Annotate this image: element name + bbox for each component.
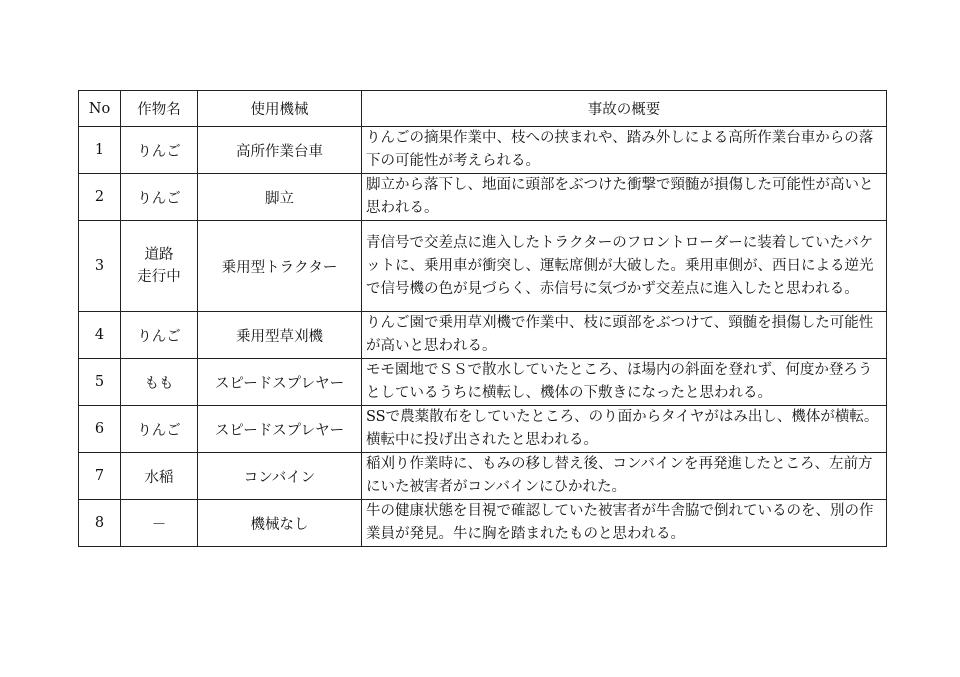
row-no: 6 (79, 406, 121, 453)
row-summary: りんごの摘果作業中、枝への挟まれや、踏み外しによる高所作業台車からの落下の可能性が考えられる。 (362, 127, 887, 174)
row-crop-line: 走行中 (137, 269, 181, 285)
header-crop: 作物名 (121, 91, 198, 127)
row-summary: 牛の健康状態を目視で確認していた被害者が牛舎脇で倒れているのを、別の作業員が発見。牛に胸を踏まれたものと思われる。 (362, 500, 887, 547)
table-header-row (79, 91, 887, 127)
table-row (79, 221, 887, 312)
row-summary: モモ園地でＳＳで散水していたところ、ほ場内の斜面を登れず、何度か登ろうとしているうちに横転し、機体の下敷きになったと思われる。 (362, 359, 887, 406)
row-crop-line: 道路 (144, 247, 174, 263)
row-no: 3 (79, 221, 121, 312)
row-no: 7 (79, 453, 121, 500)
row-summary: 稲刈り作業時に、もみの移し替え後、コンバインを再発進したところ、左前方にいた被害者がコンバインにひかれた。 (362, 453, 887, 500)
row-machine: スピードスプレヤー (198, 406, 362, 453)
row-crop: りんご (121, 312, 198, 359)
row-summary: SSで農薬散布をしていたところ、のり面からタイヤがはみ出し、機体が横転。横転中に投げ出されたと思われる。 (362, 406, 887, 453)
table-row (79, 127, 887, 174)
row-summary: りんご園で乗用草刈機で作業中、枝に頭部をぶつけて、頸髄を損傷した可能性が高いと思われる。 (362, 312, 887, 359)
row-machine: 乗用型トラクター (198, 221, 362, 312)
row-machine: 脚立 (198, 174, 362, 221)
table-row (79, 406, 887, 453)
row-machine: 機械なし (198, 500, 362, 547)
table-row (79, 174, 887, 221)
table-row (79, 453, 887, 500)
row-crop: 水稲 (121, 453, 198, 500)
header-machine: 使用機械 (198, 91, 362, 127)
row-no: 2 (79, 174, 121, 221)
row-machine: 乗用型草刈機 (198, 312, 362, 359)
table-row (79, 500, 887, 547)
row-no: 4 (79, 312, 121, 359)
row-summary: 青信号で交差点に進入したトラクターのフロントローダーに装着していたバケットに、乗用車が衝突し、運転席側が大破した。乗用車側が、西日による逆光で信号機の色が見づらく、赤信号に気づかず交差点に進入したと思われる。 (362, 221, 887, 312)
accident-table (78, 90, 887, 547)
row-crop: りんご (121, 127, 198, 174)
row-summary: 脚立から落下し、地面に頭部をぶつけた衝撃で頸髄が損傷した可能性が高いと思われる。 (362, 174, 887, 221)
row-machine: スピードスプレヤー (198, 359, 362, 406)
row-machine: 高所作業台車 (198, 127, 362, 174)
row-crop (121, 221, 198, 312)
header-no: No (79, 91, 121, 127)
row-crop: りんご (121, 406, 198, 453)
row-no: 5 (79, 359, 121, 406)
table-row (79, 312, 887, 359)
row-crop: もも (121, 359, 198, 406)
row-crop: りんご (121, 174, 198, 221)
header-summary: 事故の概要 (362, 91, 887, 127)
row-no: 8 (79, 500, 121, 547)
table-row (79, 359, 887, 406)
row-crop: － (121, 500, 198, 547)
row-no: 1 (79, 127, 121, 174)
row-machine: コンバイン (198, 453, 362, 500)
